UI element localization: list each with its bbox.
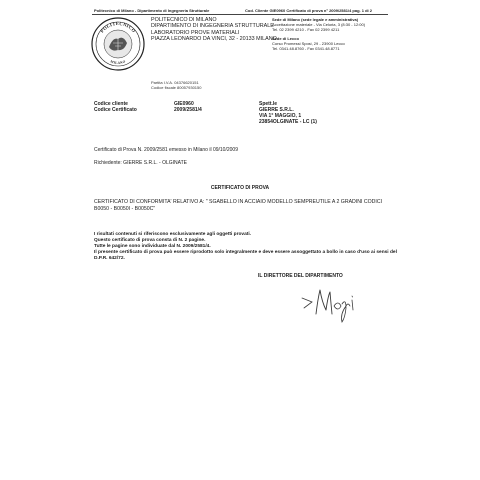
header-rule <box>92 14 388 15</box>
sede-lecco-title: Sede di Lecco <box>272 35 299 41</box>
sede-lecco-line-2: Tel. 0341.48.8760 - Fax 0341.48.8771 <box>272 45 340 51</box>
conformity-text: CERTIFICATO DI CONFORMITA' RELATIVO A: " SGABELLO IN ACCIAIO MODELLO SEMPREUTILE A 2 GRADINI CODICI B0050 - B0050I - B0050C" <box>94 199 383 212</box>
sede-block <box>272 18 365 51</box>
note-line-3: Tutte le pagine sono individuate dal N. 2009/2581/4. <box>94 244 211 249</box>
note-line-4: Il presente certificato di prova può essere riprodotto solo integralmente e deve essere assoggettato a bollo in caso d'uso ai sensi del D.P.R. 642/72. <box>94 250 397 261</box>
svg-text:MILANO <box>110 59 126 65</box>
client-code-value: GIE0960 <box>174 101 194 107</box>
certificate-code-label: Codice Certificato <box>94 107 137 113</box>
institute-line-3: LABORATORIO PROVE MATERIALI <box>151 29 240 36</box>
header-right: Cod. Cliente GIE0960 Certificato di prova n° 2009/2581/4 pag. 1 di 2 <box>245 8 372 13</box>
codes-block <box>94 101 202 113</box>
vat-number: Partita I.V.A. 04376620151 <box>151 80 199 85</box>
fiscal-code: Codice fiscale 80057930150 <box>151 85 202 90</box>
recipient-block <box>259 101 317 125</box>
institute-line-4: PIAZZA LEONARDO DA VINCI, 32 - 20133 MILANO <box>151 35 277 42</box>
recipient-salutation: Spett.le <box>259 101 278 107</box>
recipient-street: VIA 1° MAGGIO, 1 <box>259 113 302 119</box>
notes-block <box>94 232 404 262</box>
client-code-label: Codice cliente <box>94 101 128 107</box>
requester-line: Richiedente: GIERRE S.R.L. - OLGINATE <box>94 160 187 166</box>
seal-text-top: POLITECNICO <box>99 20 137 34</box>
issue-info <box>94 147 238 153</box>
header-left: Politecnico di Milano - Dipartimento di Ingegneria Strutturale <box>94 8 210 13</box>
sede-milano-title: Sede di Milano (sede legale e amministrativa) <box>272 17 359 22</box>
certificate-title: CERTIFICATO DI PROVA <box>210 185 270 191</box>
certificate-code-value: 2009/2581/4 <box>174 107 202 113</box>
conformity-statement <box>94 199 394 212</box>
institute-line-2: DIPARTIMENTO DI INGEGNERIA STRUTTURALE <box>151 23 274 30</box>
recipient-name: GIERRE S.R.L. <box>259 107 294 113</box>
note-line-2: Questo certificato di prova consta di N. 2 pagine. <box>94 238 206 243</box>
sede-lecco-line-1: Corso Promessi Sposi, 29 - 23900 Lecco <box>272 40 345 46</box>
handwritten-signature <box>300 284 360 324</box>
note-line-1: I risultati contenuti si riferiscono esclusivamente agli oggetti provati. <box>94 232 251 237</box>
fiscal-info <box>151 80 201 90</box>
sede-milano-line-1: Accettazione materiale - Via Celoria, 3 (8:30 - 12:00) <box>272 21 366 27</box>
institute-address <box>151 17 277 42</box>
issued-line: Certificato di Prova N. 2009/2581 emesso in Milano il 09/10/2009 <box>94 147 238 153</box>
director-title: IL DIRETTORE DEL DIPARTIMENTO <box>258 273 343 279</box>
requester-info <box>94 160 187 166</box>
sede-milano-line-2: Tel. 02 2399 4210 - Fax 02 2399 4211 <box>272 26 340 32</box>
university-seal-logo <box>91 17 145 71</box>
institute-line-1: POLITECNICO DI MILANO <box>151 17 217 23</box>
recipient-city: 23854OLGINATE - LC (1) <box>259 119 317 125</box>
seal-text-bottom: MILANO <box>109 59 127 66</box>
